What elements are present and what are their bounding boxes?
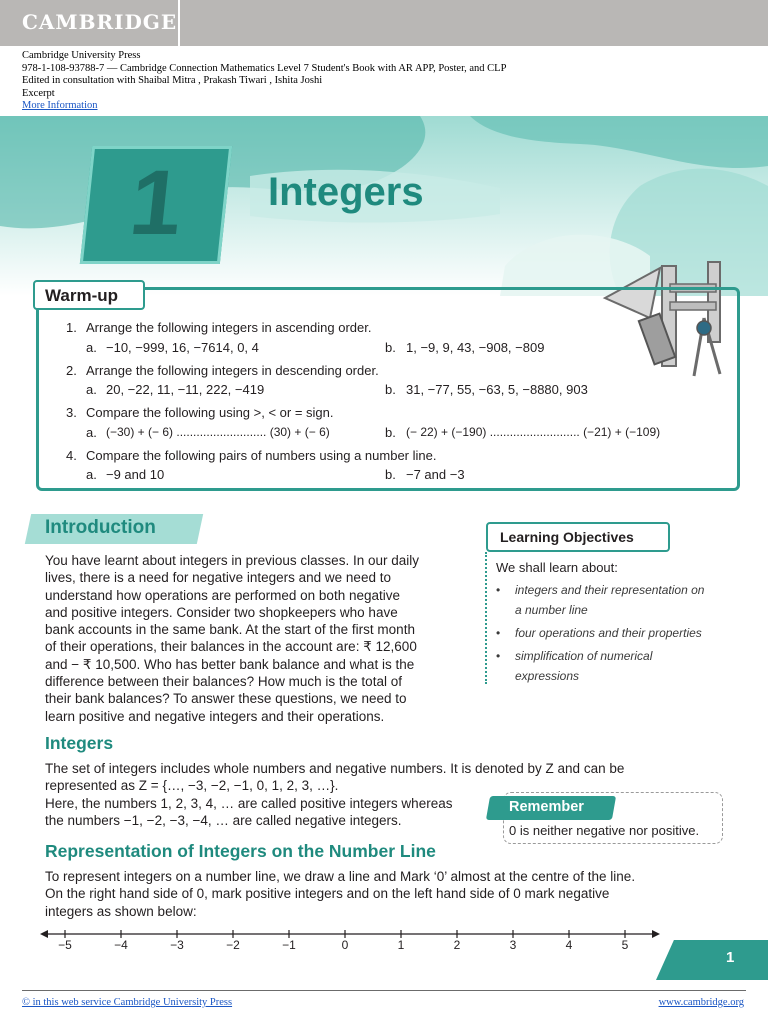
option-b: 31, −77, 55, −63, 5, −8880, 903 [406, 382, 588, 397]
integers-heading: Integers [45, 733, 114, 753]
editors: Edited in consultation with Shaibal Mitra , Prakash Tiwari , Ishita Joshi [22, 75, 323, 86]
objective-item [496, 623, 736, 643]
option-b-label: b. [385, 425, 396, 440]
warmup-label: Warm-up [45, 286, 119, 305]
number-line-tick-label: −3 [170, 938, 184, 952]
intro-line: and positive integers. Consider two shopkeepers who have [45, 604, 398, 620]
chapter-title: Integers [268, 170, 424, 214]
option-a: −10, −999, 16, −7614, 0, 4 [106, 340, 259, 355]
intro-line: and − ₹ 10,500. Who has better bank balance and what is the [45, 656, 415, 672]
question-text: Arrange the following integers in ascending order. [86, 320, 372, 335]
number-line-tick-label: 2 [453, 938, 461, 952]
number-line-tick-label: 3 [509, 938, 517, 952]
learning-objectives-intro: We shall learn about: [496, 560, 618, 575]
excerpt-label: Excerpt [22, 87, 55, 99]
bullet: • [496, 626, 501, 640]
footer-divider [22, 990, 746, 991]
publisher: Cambridge University Press [22, 50, 141, 61]
number-line-tick-label: −4 [114, 938, 128, 952]
left-arrow-icon [40, 930, 48, 938]
numberline-line: To represent integers on a number line, we draw a line and Mark ‘0’ almost at the centre of the line. [45, 869, 636, 884]
intro-line: lives, there is a need for negative integers and we need to [45, 570, 391, 586]
learning-objectives-border [485, 552, 487, 684]
right-arrow-icon [652, 930, 660, 938]
introduction-heading: Introduction [45, 517, 156, 538]
question-text: Compare the following using >, < or = sign. [86, 405, 334, 420]
integers-line: Here, the numbers 1, 2, 3, 4, … are called positive integers whereas [45, 795, 453, 811]
chapter-number-box [80, 146, 232, 264]
objective-item [496, 580, 736, 620]
number-line-tick-label: 0 [341, 938, 349, 952]
objective-line: expressions [515, 669, 580, 683]
option-a-label: a. [86, 340, 97, 355]
option-b: 1, −9, 9, 43, −908, −809 [406, 340, 545, 355]
remember-label: Remember [509, 799, 584, 815]
question-number: 1. [66, 320, 77, 335]
integers-line: represented as Z = {…, −3, −2, −1, 0, 1, 2, 3, …}. [45, 778, 339, 794]
number-line-tick-label: 5 [621, 938, 629, 952]
isbn-title: 978-1-108-93788-7 — Cambridge Connection Mathematics Level 7 Student's Book with AR APP, Poster, and CLP [22, 62, 507, 74]
page-number: 1 [726, 949, 735, 966]
number-line-tick-label: −5 [58, 938, 72, 952]
more-information-link[interactable]: More Information [22, 100, 98, 111]
question-number: 2. [66, 363, 77, 378]
objective-item [496, 646, 736, 686]
chapter-number: 1 [125, 152, 188, 254]
numberline-line: On the right hand side of 0, mark positive integers and on the left hand side of 0 mark negative [45, 886, 610, 902]
number-line-tick-label: 1 [397, 938, 405, 952]
option-a-label: a. [86, 425, 97, 440]
number-line-tick-label: 4 [565, 938, 573, 952]
page-number-tab [656, 940, 768, 980]
option-b: (− 22) + (−190) ........................... (−21) + (−109) [406, 425, 661, 439]
bullet: • [496, 583, 501, 597]
objective-line: four operations and their properties [515, 626, 702, 640]
objective-line: integers and their representation on [515, 583, 705, 597]
numberline-line: integers as shown below: [45, 903, 197, 919]
bullet: • [496, 649, 501, 663]
question-text: Compare the following pairs of numbers using a number line. [86, 448, 437, 463]
question-text: Arrange the following integers in descending order. [86, 363, 379, 378]
header-separator [178, 0, 180, 46]
cambridge-website-link[interactable]: www.cambridge.org [658, 997, 744, 1008]
option-a: (−30) + (− 6) ........................... (30) + (− 6) [106, 425, 330, 439]
intro-line: bank accounts in the same bank. At the start of the first month [45, 622, 415, 638]
option-a-label: a. [86, 467, 97, 482]
intro-line: You have learnt about integers in previous classes. In our daily [45, 553, 419, 568]
option-b-label: b. [385, 340, 396, 355]
option-b: −7 and −3 [406, 467, 465, 482]
objective-line: a number line [515, 603, 588, 617]
intro-line: of their operations, their balances in the account are: ₹ 12,600 [45, 639, 417, 655]
number-line-tick-label: −2 [226, 938, 240, 952]
option-b-label: b. [385, 467, 396, 482]
number-line-paragraph [45, 868, 745, 920]
number-line-tick-label: −1 [282, 938, 296, 952]
question-number: 4. [66, 448, 77, 463]
objective-line: simplification of numerical [515, 649, 653, 663]
intro-line: understand how operations are performed on both negative [45, 587, 400, 603]
integers-line: The set of integers includes whole numbers and negative numbers. It is denoted by Z and can be [45, 761, 625, 776]
learning-objectives-tab [486, 522, 670, 552]
copyright-link[interactable]: © in this web service Cambridge University Press [22, 997, 233, 1008]
intro-line: their bank balances? To answer these questions, we need to [45, 691, 407, 707]
integers-line: the numbers −1, −2, −3, −4, … are called negative integers. [45, 812, 402, 828]
number-line-heading: Representation of Integers on the Number Line [45, 841, 436, 861]
intro-line: learn positive and negative integers and their operations. [45, 708, 385, 724]
option-a-label: a. [86, 382, 97, 397]
introduction-paragraph [45, 552, 475, 725]
warmup-tab [33, 280, 145, 310]
cambridge-logo[interactable]: CAMBRIDGE [22, 10, 178, 34]
option-b-label: b. [385, 382, 396, 397]
option-a: −9 and 10 [106, 467, 165, 482]
learning-objectives-heading: Learning Objectives [500, 529, 634, 545]
book-metadata [22, 50, 506, 113]
remember-text: 0 is neither negative nor positive. [509, 823, 700, 838]
intro-line: difference between their balances? How much is the total of [45, 674, 402, 690]
option-a: 20, −22, 11, −11, 222, −419 [106, 382, 265, 397]
question-number: 3. [66, 405, 77, 420]
